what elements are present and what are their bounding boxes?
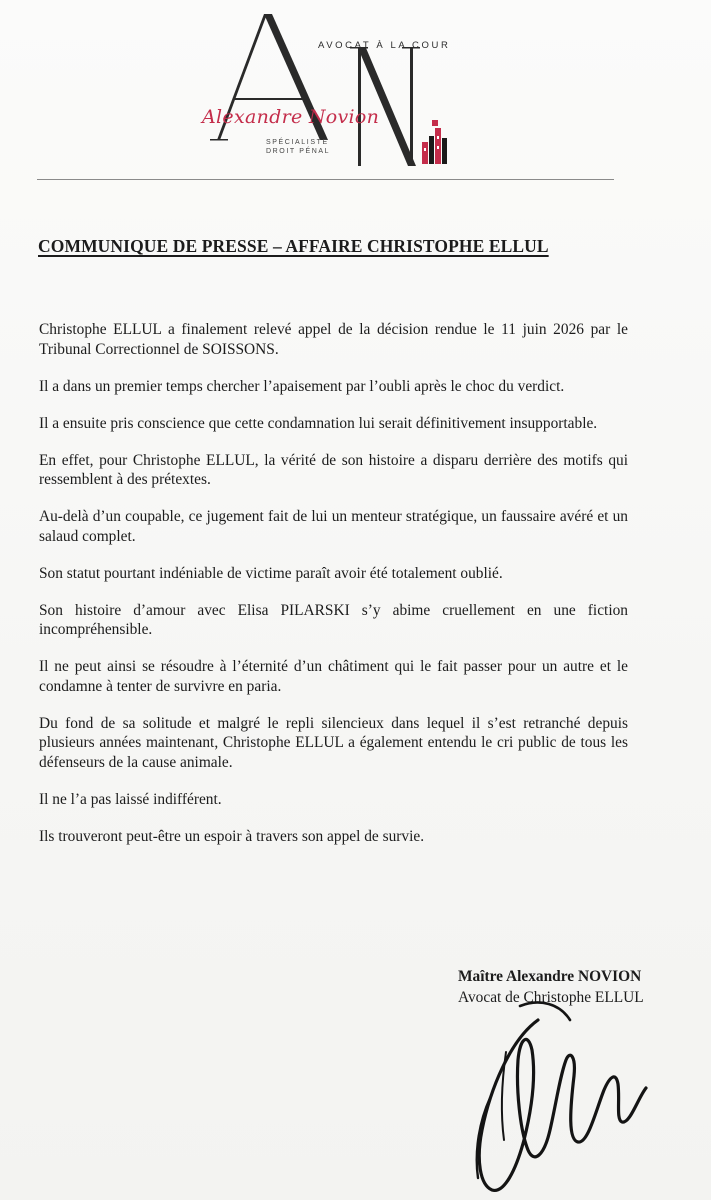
paragraph: Il ne peut ainsi se résoudre à l’éternité d’un châtiment qui le fait passer pour un autre et le condamne à tenter de survivre en paria. bbox=[39, 658, 628, 695]
letterhead-specialty bbox=[266, 138, 356, 156]
handwritten-signature bbox=[420, 980, 680, 1200]
document-heading: COMMUNIQUE DE PRESSE – AFFAIRE CHRISTOPHE ELLUL bbox=[38, 236, 549, 256]
paragraph: Du fond de sa solitude et malgré le repli silencieux dans lequel il s’est retranché depuis plusieurs années maintenant, Christophe ELLUL a également entendu le cri public de tous les défenseurs de la cause animale. bbox=[39, 714, 628, 771]
letterhead-title: AVOCAT À LA COUR bbox=[318, 40, 451, 51]
paragraph: En effet, pour Christophe ELLUL, la vérité de son histoire a disparu derrière des motifs qui ressemblent à des prétextes. bbox=[39, 451, 628, 488]
letterhead-name: Alexandre Novion bbox=[202, 106, 380, 128]
paragraph: Son statut pourtant indéniable de victime paraît avoir été totalement oublié. bbox=[39, 564, 503, 582]
paragraph: Ils trouveront peut-être un espoir à travers son appel de survie. bbox=[39, 827, 425, 845]
letterhead bbox=[180, 0, 480, 178]
specialty-line-1: SPÉCIALISTE bbox=[266, 139, 329, 146]
paragraph: Il a dans un premier temps chercher l’apaisement par l’oubli après le choc du verdict. bbox=[39, 377, 565, 395]
paragraph: Il a ensuite pris conscience que cette condamnation lui serait définitivement insupportable. bbox=[39, 414, 598, 432]
paragraph: Il ne l’a pas laissé indifférent. bbox=[39, 790, 222, 808]
specialty-line-2: DROIT PÉNAL bbox=[266, 148, 331, 155]
document-body bbox=[39, 320, 628, 864]
paragraph: Son histoire d’amour avec Elisa PILARSKI s’y abime cruellement en une fiction incompréhensible. bbox=[39, 601, 628, 638]
signatory-role: Avocat de Christophe ELLUL bbox=[458, 989, 644, 1006]
paragraph: Christophe ELLUL a finalement relevé appel de la décision rendue le 11 juin 2026 par le Tribunal Correctionnel de SOISSONS. bbox=[39, 321, 628, 358]
header-divider bbox=[37, 179, 614, 180]
paragraph: Au-delà d’un coupable, ce jugement fait de lui un menteur stratégique, un faussaire avéré et un salaud complet. bbox=[39, 508, 628, 545]
signatory-name: Maître Alexandre NOVION bbox=[458, 968, 642, 985]
